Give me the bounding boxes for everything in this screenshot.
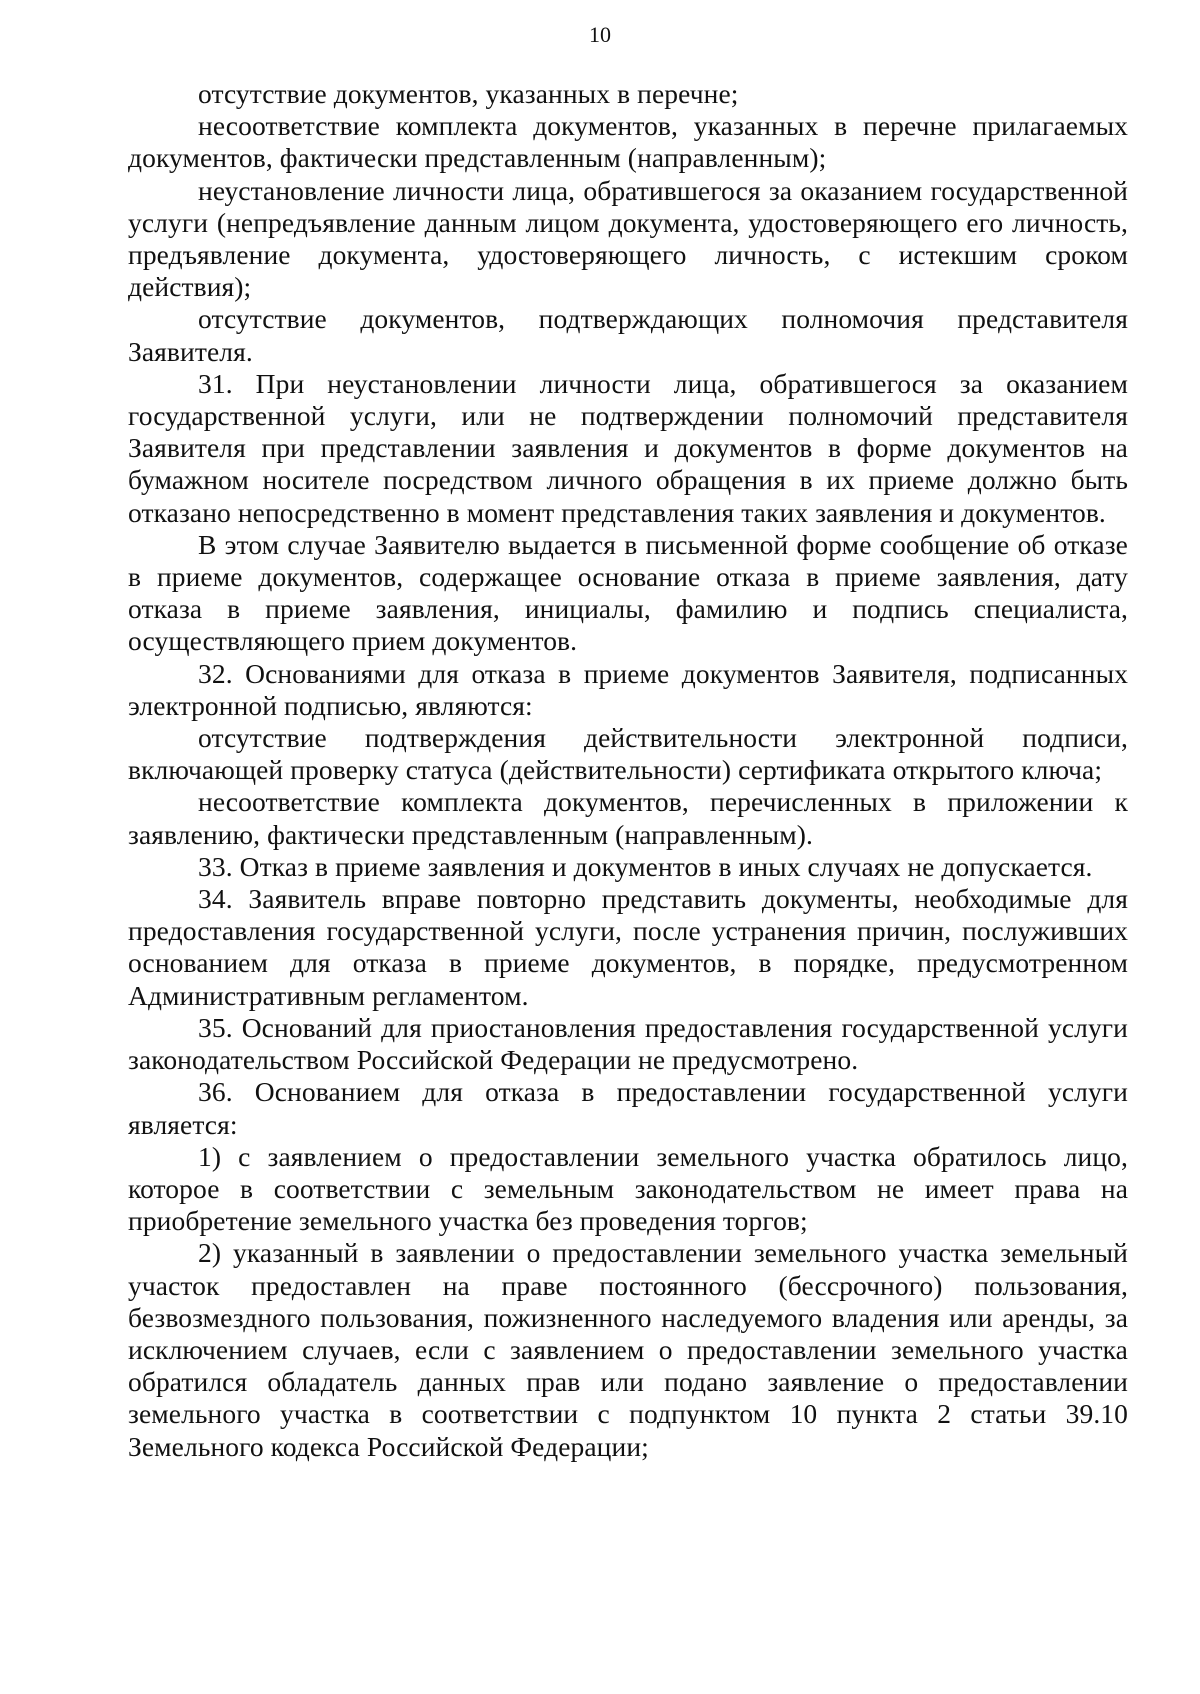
- paragraph-attachment-mismatch: несоответствие комплекта документов, перечисленных в приложении к заявлению, фактически представленным (направленным).: [128, 786, 1128, 850]
- document-body: [128, 78, 1128, 1463]
- paragraph-32: 32. Основаниями для отказа в приеме документов Заявителя, подписанных электронной подписью, являются:: [128, 657, 1128, 721]
- paragraph-signature-not-confirmed: отсутствие подтверждения действительности электронной подписи, включающей проверку статуса (действительности) сертификата открытого ключа;: [128, 722, 1128, 786]
- paragraph-missing-documents: отсутствие документов, указанных в перечне;: [198, 78, 739, 109]
- paragraph-refusal-notice: В этом случае Заявителю выдается в письменной форме сообщение об отказе в приеме документов, содержащее основание отказа в приеме заявления, дату отказа в приеме заявления, инициалы, фамилию и подпись специалиста, осуществляющего прием документов.: [128, 528, 1128, 657]
- paragraph-35: 35. Оснований для приостановления предоставления государственной услуги законодательством Российской Федерации не предусмотрено.: [128, 1011, 1128, 1076]
- paragraph-36-item-1: 1) с заявлением о предоставлении земельного участка обратилось лицо, которое в соответствии с земельным законодательством не имеет права на приобретение земельного участка без проведения торгов;: [128, 1140, 1128, 1237]
- paragraph-no-representative-authority: отсутствие документов, подтверждающих полномочия представителя Заявителя.: [128, 303, 1128, 367]
- paragraph-36-item-2: 2) указанный в заявлении о предоставлении земельного участка земельный участок предоставлен на праве постоянного (бессрочного) пользования, безвозмездного пользования, пожизненного наследуемого владения или аренды, за исключением случаев, если с заявлением о предоставлении земельного участка обратился обладатель данных прав или подано заявление о предоставлении земельного участка в соответствии с подпунктом 10 пункта 2 статьи 39.10 Земельного кодекса Российской Федерации;: [128, 1237, 1128, 1462]
- paragraph-31: 31. При неустановлении личности лица, обратившегося за оказанием государственной услуги, или не подтверждении полномочий представителя Заявителя при представлении заявления и документов в форме документов на бумажном носителе посредством личного обращения в их приеме должно быть отказано непосредственно в момент представления таких заявления и документов.: [128, 367, 1128, 528]
- page-number: 10: [589, 22, 611, 47]
- paragraph-34: 34. Заявитель вправе повторно представить документы, необходимые для предоставления государственной услуги, после устранения причин, послуживших основанием для отказа в приеме документов, в порядке, предусмотренном Административным регламентом.: [128, 883, 1128, 1011]
- paragraph-identity-not-established: неустановление личности лица, обратившегося за оказанием государственной услуги (непредъявление данным лицом документа, удостоверяющего его личность, предъявление документа, удостоверяющего личность, с истекшим сроком действия);: [128, 174, 1128, 303]
- paragraph-document-set-mismatch: несоответствие комплекта документов, указанных в перечне прилагаемых документов, фактически представленным (направленным);: [128, 110, 1128, 174]
- paragraph-33: 33. Отказ в приеме заявления и документов в иных случаях не допускается.: [198, 850, 1093, 882]
- paragraph-36: 36. Основанием для отказа в предоставлении государственной услуги является:: [128, 1076, 1128, 1140]
